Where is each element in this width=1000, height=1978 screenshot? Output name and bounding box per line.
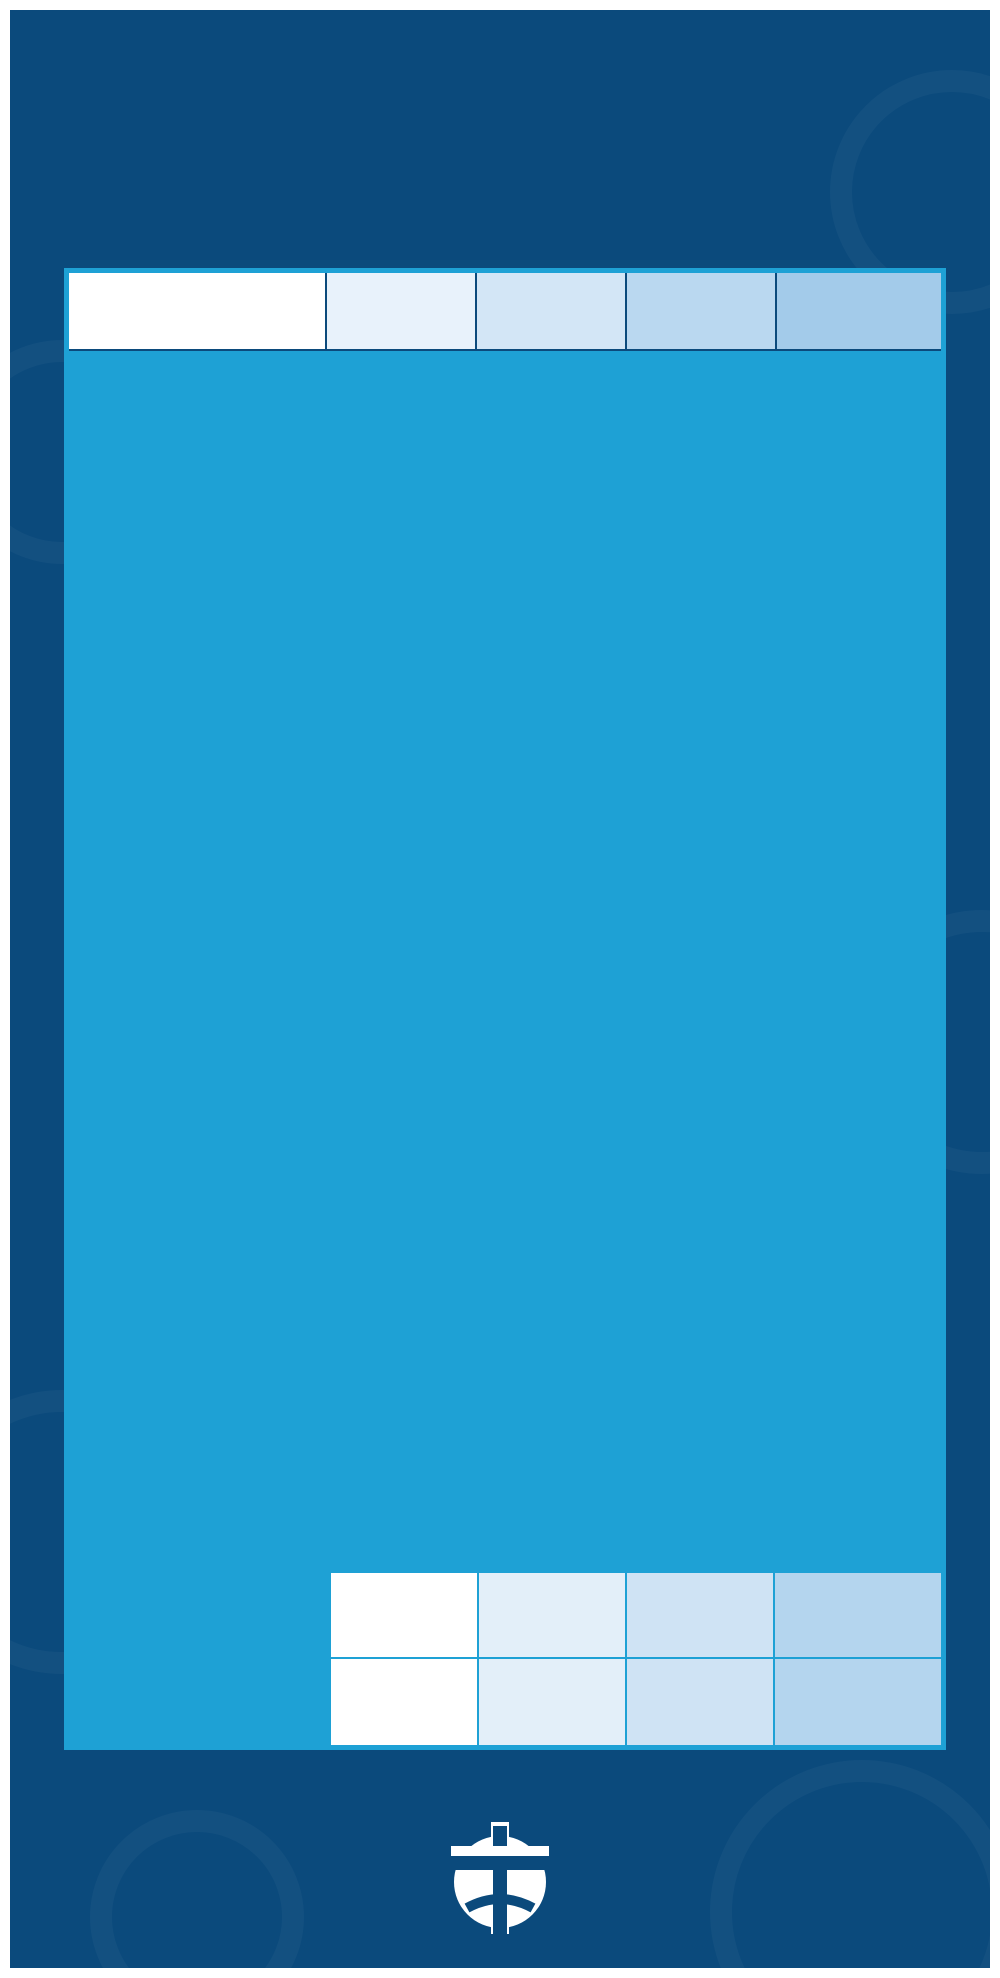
days-to-show-label	[69, 1573, 331, 1659]
header-flu	[627, 273, 777, 351]
recovery-row	[69, 1659, 941, 1745]
recovery-covid	[331, 1659, 479, 1745]
header-cold	[477, 273, 627, 351]
summary-table	[64, 1568, 946, 1750]
page-title	[10, 82, 990, 242]
days-flu	[627, 1573, 775, 1659]
symptom-comparison-table	[64, 268, 946, 1568]
header-allergies	[777, 273, 941, 351]
header-covid	[327, 273, 477, 351]
recovery-flu	[627, 1659, 775, 1745]
recovery-label	[69, 1659, 331, 1745]
days-to-show-row	[69, 1573, 941, 1659]
cross-logo-icon	[445, 1820, 555, 1936]
table-header-row	[69, 273, 941, 351]
days-cold	[479, 1573, 627, 1659]
title-line-1	[10, 82, 990, 162]
days-allergies	[775, 1573, 941, 1659]
header-symptoms	[69, 273, 327, 351]
infographic-poster	[10, 10, 990, 1968]
title-line-2	[10, 162, 990, 242]
recovery-cold	[479, 1659, 627, 1745]
recovery-allergies	[775, 1659, 941, 1745]
days-covid	[331, 1573, 479, 1659]
